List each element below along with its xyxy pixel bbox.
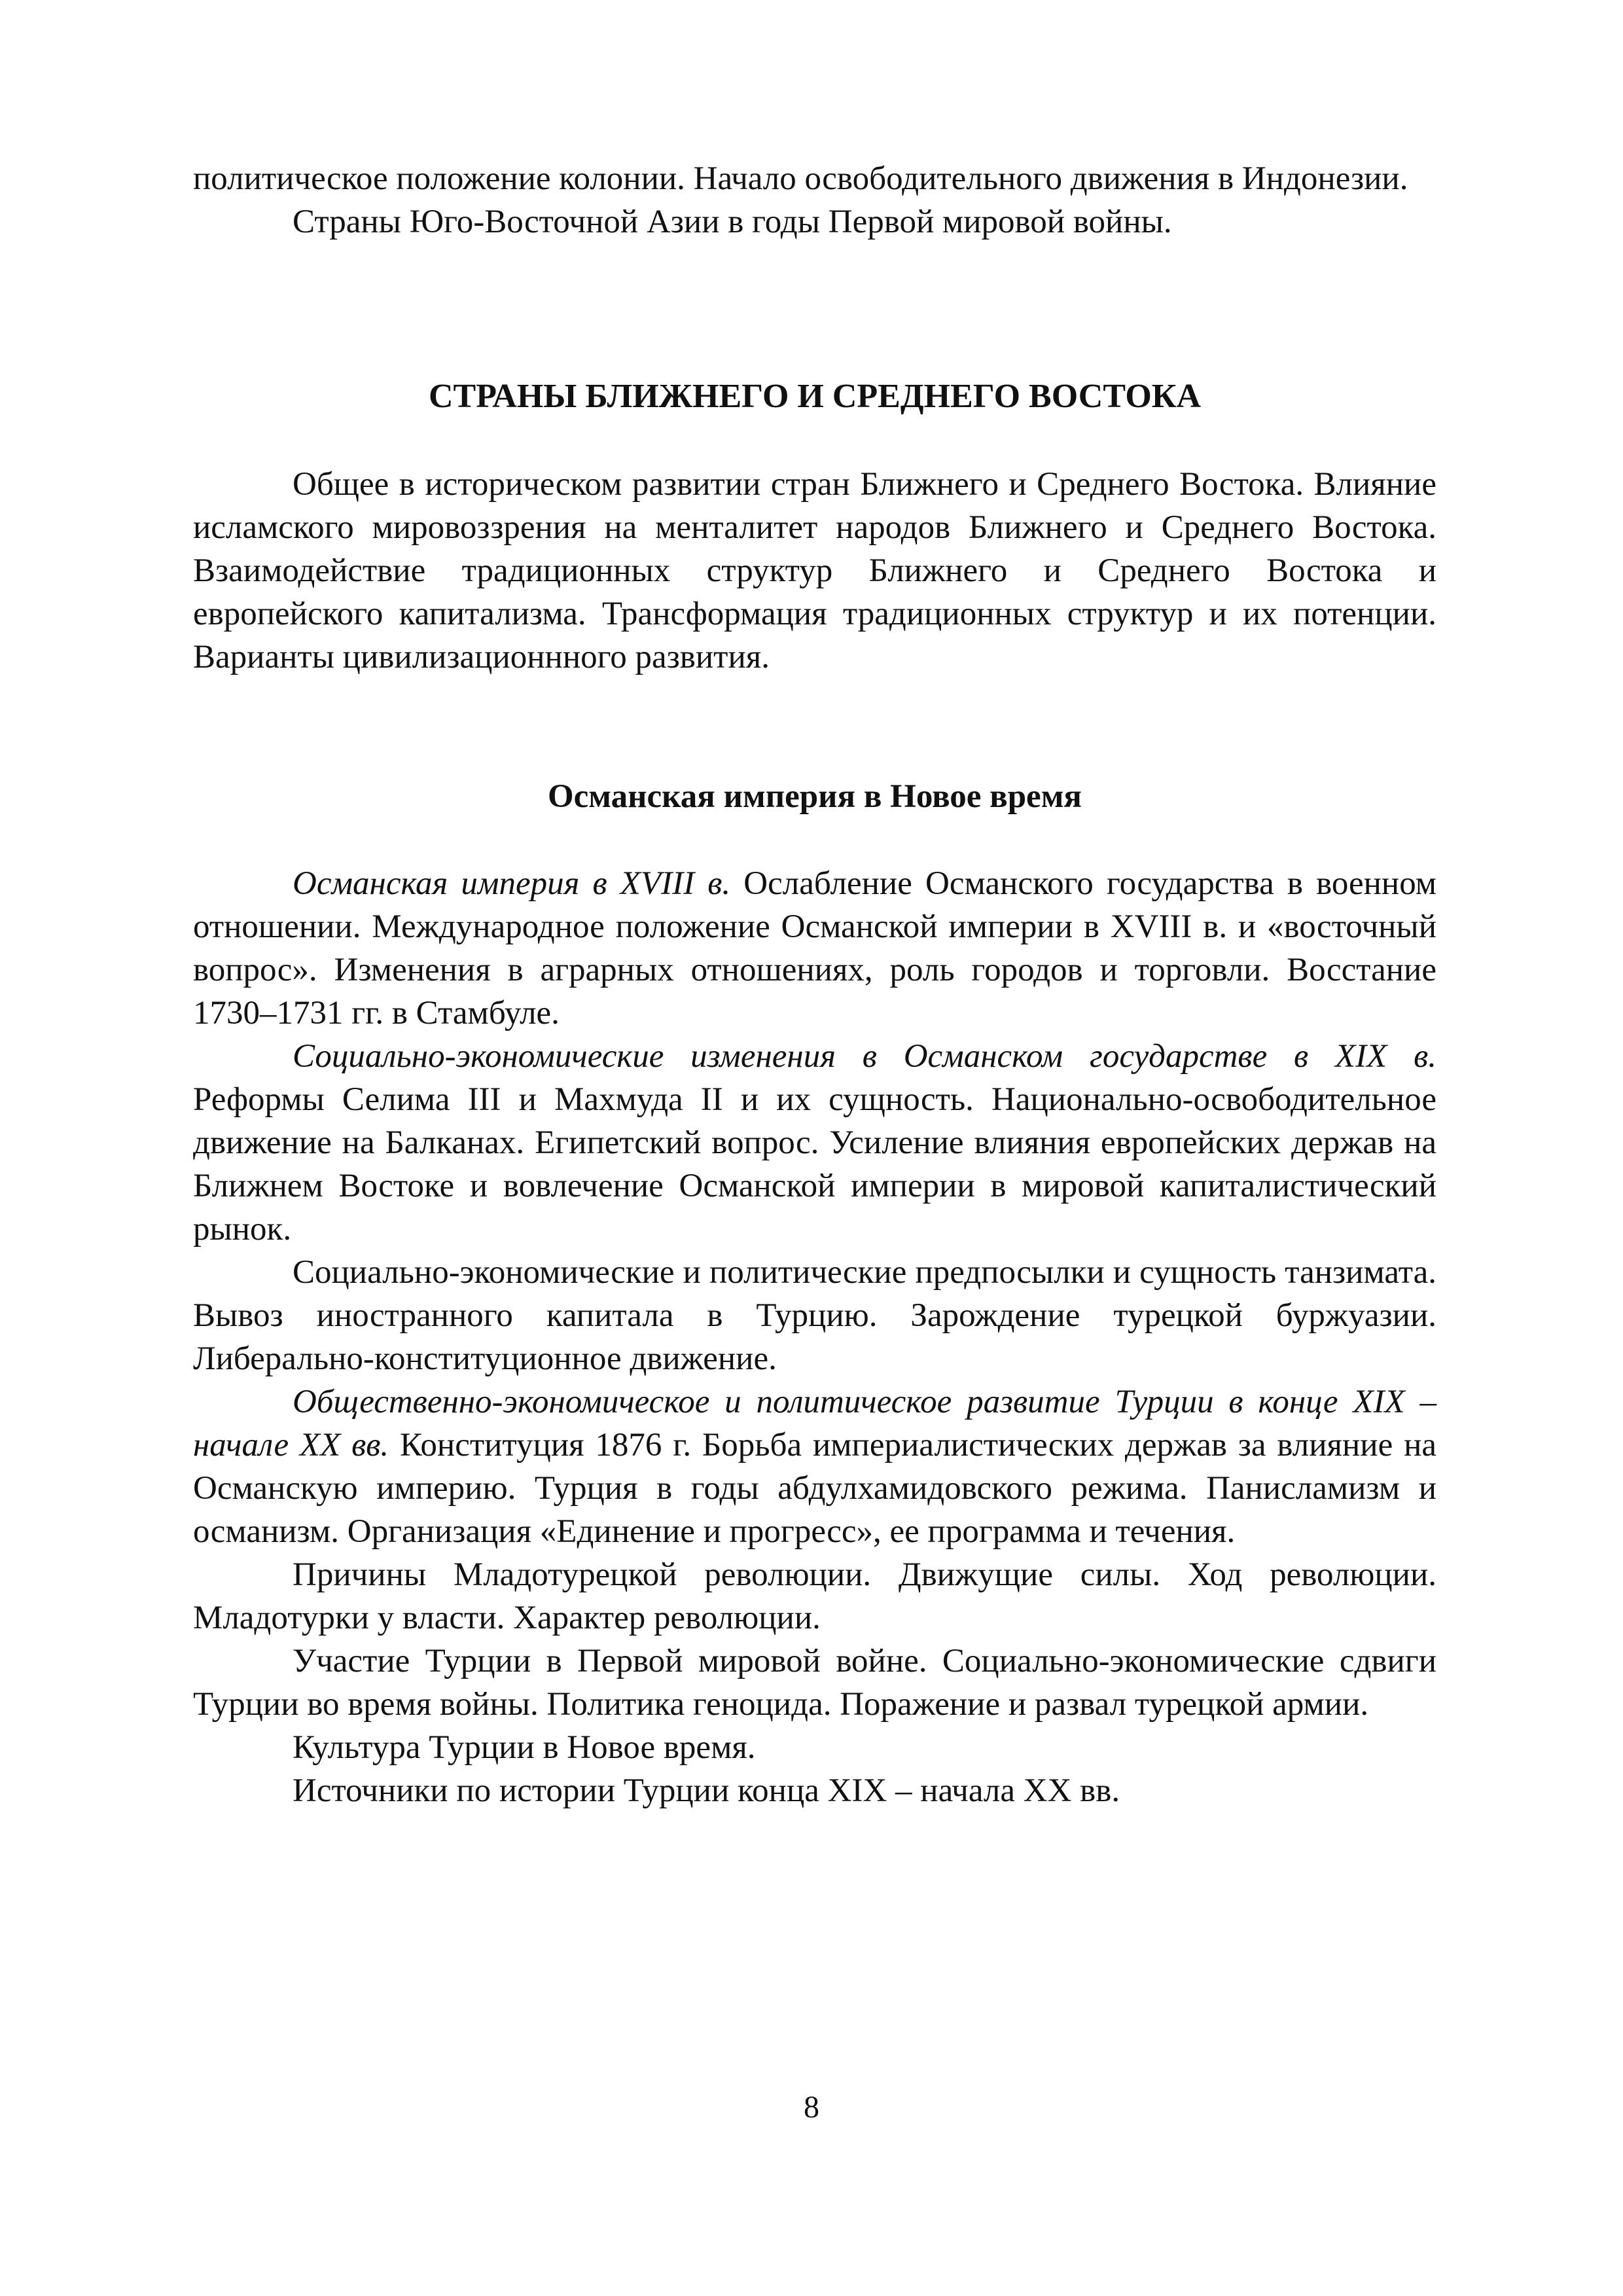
paragraph-ottoman-18th-century [193,862,1436,1035]
subsection-heading-ottoman-empire: Османская империя в Новое время [547,778,1082,815]
paragraph-socioeconomic-19th-century [193,1035,1436,1251]
paragraph-text: Ослабление Османского государства в военном отношении. Международное положение Османской империи в XVIII в. и «восточный вопрос». Изменения в аграрных отношениях, роль городов и торговли. Восстание 1730–1731 гг. в Стамбуле. [193,865,1437,1031]
paragraph-text: Конституция 1876 г. Борьба империалистических держав за влияние на Османскую империю. Турция в годы абдулхамидовского режима. Панисламизм и османизм. Организация «Единение и прогресс», ее программа и течения. [193,1427,1436,1550]
section2-text-block [193,862,1436,1812]
paragraph-young-turk-revolution: Причины Младотурецкой революции. Движущие силы. Ход революции. Младотурки у власти. Характер революции. [193,1556,1436,1636]
intro-text-block [193,157,1436,243]
paragraph-southeast-asia-ww1: Страны Юго-Восточной Азии в годы Первой мировой войны. [293,204,1172,240]
section-heading-near-middle-east: СТРАНЫ БЛИЖНЕГО И СРЕДНЕГО ВОСТОКА [428,378,1202,415]
paragraph-sources: Источники по истории Турции конца XIX – начала XX вв. [293,1772,1120,1809]
paragraph-general-development: Общее в историческом развитии стран Ближнего и Среднего Востока. Влияние исламского мировоззрения на менталитет народов Ближнего и Среднего Востока. Взаимодействие традиционных структур Ближнего и Среднего Востока и европейского капитализма. Трансформация традиционных структур и их потенции. Варианты цивилизационнного развития. [193,466,1436,675]
paragraph-text: Реформы Селима III и Махмуда II и их сущность. Национально-освободительное движение на Балканах. Египетский вопрос. Усиление влияния европейских держав на Ближнем Востоке и вовлечение Османской империи в мировой капиталистический рынок. [193,1081,1436,1247]
paragraph-turkish-culture: Культура Турции в Новое время. [293,1729,756,1766]
italic-topic-socioeconomic-19th: Социально-экономические изменения в Османском государстве в XIX в. [293,1038,1436,1075]
section1-text-block [193,463,1436,679]
paragraph-tanzimat: Социально-экономические и политические предпосылки и сущность танзимата. Вывоз иностранного капитала в Турцию. Зарождение турецкой буржуазии. Либерально-конституционное движение. [193,1254,1436,1377]
paragraph-turkey-late-19th [193,1380,1436,1553]
page-number: 8 [804,2090,819,2125]
paragraph-continuation: политическое положение колонии. Начало освободительного движения в Индонезии. [193,160,1408,197]
italic-topic-turkey-late-19th: Общественно-экономическое и политическое развитие Турции в конце XIX – начале XX вв. [193,1384,1436,1463]
italic-topic-ottoman-18th: Османская империя в XVIII в. [293,865,731,902]
paragraph-turkey-ww1: Участие Турции в Первой мировой войне. Социально-экономические сдвиги Турции во время войны. Политика геноцида. Поражение и развал турецкой армии. [193,1643,1436,1723]
